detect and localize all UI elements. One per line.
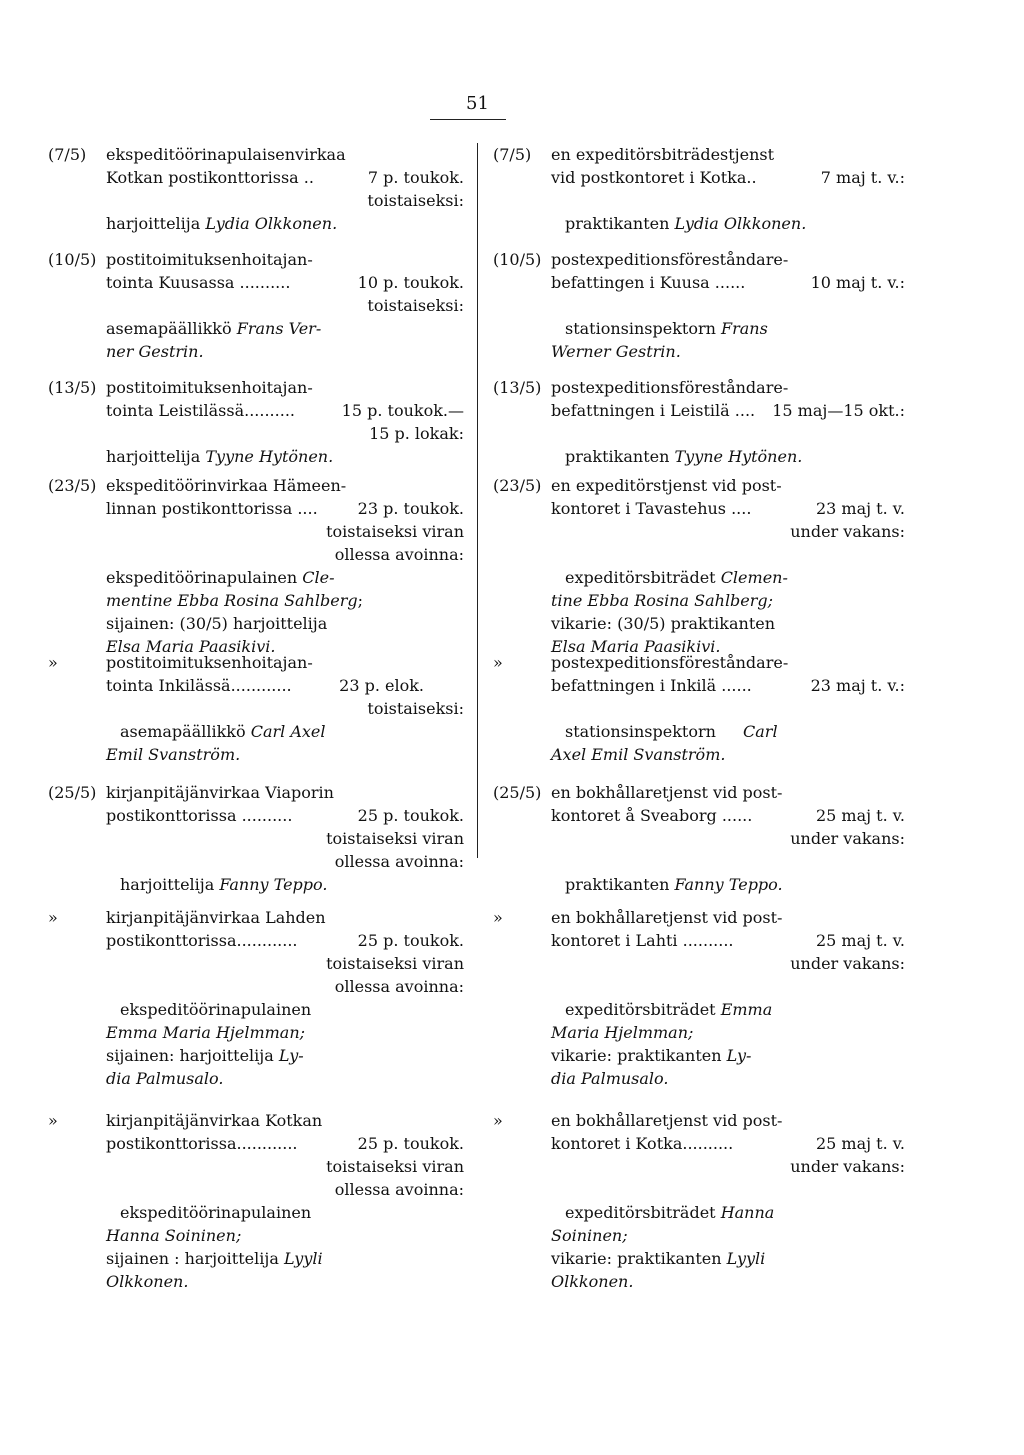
entry-line: postexpeditionsföreståndare- (551, 653, 789, 672)
entry-line: Hanna Soininen; (106, 1226, 242, 1245)
entry-line: Axel Emil Svanström. (551, 745, 726, 764)
right-entry-2 (493, 248, 905, 363)
entry-line: en expeditörsbiträdestjenst (551, 145, 775, 164)
entry-line: harjoittelija Lydia Olkkonen. (106, 214, 338, 233)
entry-line: expeditörsbiträdet Emma (565, 1000, 773, 1019)
entry-line: vikarie: (30/5) praktikanten (551, 614, 776, 633)
column-divider (477, 143, 478, 858)
entry-line: expeditörsbiträdet Hanna (565, 1203, 775, 1222)
date-marker: (10/5) (493, 250, 542, 269)
entry-line: toistaiseksi: (367, 296, 464, 315)
entry-line: ollessa avoinna: (334, 1180, 464, 1199)
entry-line: Elsa Maria Paasikivi. (551, 637, 721, 656)
right-entry-5 (493, 651, 905, 766)
entry-line: dia Palmusalo. (106, 1069, 224, 1088)
date-marker: (13/5) (48, 378, 97, 397)
entry-line: stationsinspektorn Frans (565, 319, 768, 338)
entry-line: kirjanpitäjänvirkaa Viaporin (106, 783, 334, 802)
left-entry-4 (48, 474, 464, 658)
entry-line: toistaiseksi viran (326, 522, 464, 541)
entry-line: kirjanpitäjänvirkaa Kotkan (106, 1111, 323, 1130)
entry-line: Maria Hjelmman; (551, 1023, 694, 1042)
entry-line: postikonttorissa............ 25 p. toukok. (106, 1134, 464, 1153)
entry-line: toistaiseksi viran (326, 1157, 464, 1176)
left-entry-5 (48, 651, 464, 766)
entry-line: under vakans: (790, 1157, 905, 1176)
entry-line: tine Ebba Rosina Sahlberg; (551, 591, 774, 610)
entry-line: ner Gestrin. (106, 342, 204, 361)
date-marker: » (493, 1111, 503, 1130)
entry-line: dia Palmusalo. (551, 1069, 669, 1088)
entry-line: sijainen : harjoittelija Lyyli (106, 1249, 323, 1268)
left-entry-1 (48, 143, 464, 235)
entry-line: stationsinspektorn Carl (565, 722, 778, 741)
entry-line: tointa Leistilässä.......... 15 p. toukok.— (106, 401, 464, 420)
entry-line: ollessa avoinna: (334, 977, 464, 996)
right-entry-3 (493, 376, 905, 468)
right-entry-7 (493, 906, 905, 1090)
date-marker: (25/5) (48, 783, 97, 802)
entry-line: vikarie: praktikanten Lyyli (551, 1249, 766, 1268)
entry-line: harjoittelija Fanny Teppo. (120, 875, 328, 894)
entry-line: en bokhållaretjenst vid post- (551, 783, 783, 802)
entry-line: ekspeditöörinapulainen (120, 1000, 312, 1019)
entry-line (551, 422, 905, 445)
entry-line: vikarie: praktikanten Ly- (551, 1046, 752, 1065)
date-marker: (25/5) (493, 783, 542, 802)
entry-line: toistaiseksi: (367, 699, 464, 718)
entry-line (551, 543, 905, 566)
entry-line: postexpeditionsföreståndare- (551, 378, 789, 397)
date-marker: (10/5) (48, 250, 97, 269)
entry-line: ekspeditöörinapulainen (120, 1203, 312, 1222)
date-marker: (7/5) (493, 145, 532, 164)
entry-line: postitoimituksenhoitajan- (106, 653, 313, 672)
entry-line: harjoittelija Tyyne Hytönen. (106, 447, 334, 466)
right-entry-6 (493, 781, 905, 896)
entry-line: Emil Svanström. (106, 745, 241, 764)
entry-line: under vakans: (790, 829, 905, 848)
right-entry-8 (493, 1109, 905, 1293)
entry-line: expeditörsbiträdet Clemen- (565, 568, 788, 587)
entry-line (551, 975, 905, 998)
entry-line: postitoimituksenhoitajan- (106, 378, 313, 397)
entry-line: kontoret i Tavastehus .... 23 maj t. v. (551, 499, 905, 518)
page-number: 51 (466, 93, 489, 114)
entry-line: under vakans: (790, 954, 905, 973)
entry-line: befattningen i Leistilä .... 15 maj—15 okt.: (551, 401, 905, 420)
entry-line: Emma Maria Hjelmman; (106, 1023, 306, 1042)
date-marker: (13/5) (493, 378, 542, 397)
entry-line (551, 850, 905, 873)
entry-line: kontoret å Sveaborg ...... 25 maj t. v. (551, 806, 905, 825)
entry-line: ollessa avoinna: (334, 852, 464, 871)
entry-line: asemapäällikkö Frans Ver- (106, 319, 322, 338)
date-marker: » (48, 908, 58, 927)
left-entry-3 (48, 376, 464, 468)
entry-line: Olkkonen. (551, 1272, 634, 1291)
entry-line: Soininen; (551, 1226, 628, 1245)
entry-line: toistaiseksi viran (326, 954, 464, 973)
right-entry-4 (493, 474, 905, 658)
date-marker: » (493, 653, 503, 672)
entry-line (551, 189, 905, 212)
entry-line (551, 1178, 905, 1201)
date-marker: » (493, 908, 503, 927)
entry-line: tointa Inkilässä............ 23 p. elok. (106, 676, 424, 695)
entry-line: postexpeditionsföreståndare- (551, 250, 789, 269)
entry-line: toistaiseksi viran (326, 829, 464, 848)
left-entry-8 (48, 1109, 464, 1293)
entry-line: praktikanten Fanny Teppo. (565, 875, 783, 894)
date-marker: » (48, 1111, 58, 1130)
entry-line: en expeditörstjenst vid post- (551, 476, 782, 495)
entry-line: Olkkonen. (106, 1272, 189, 1291)
entry-line: befattningen i Inkilä ...... 23 maj t. v.: (551, 676, 905, 695)
date-marker: (23/5) (493, 476, 542, 495)
entry-line: asemapäällikkö Carl Axel (120, 722, 326, 741)
entry-line: toistaiseksi: (367, 191, 464, 210)
left-entry-2 (48, 248, 464, 363)
entry-line: kirjanpitäjänvirkaa Lahden (106, 908, 326, 927)
entry-line: Kotkan postikonttorissa .. 7 p. toukok. (106, 168, 464, 187)
header-rule (430, 119, 506, 120)
entry-line: vid postkontoret i Kotka.. 7 maj t. v.: (551, 168, 905, 187)
entry-line (551, 294, 905, 317)
entry-line: postikonttorissa............ 25 p. toukok. (106, 931, 464, 950)
entry-line: praktikanten Tyyne Hytönen. (565, 447, 803, 466)
entry-line: sijainen: (30/5) harjoittelija (106, 614, 328, 633)
entry-line: postikonttorissa .......... 25 p. toukok. (106, 806, 464, 825)
entry-line: sijainen: harjoittelija Ly- (106, 1046, 304, 1065)
entry-line: en bokhållaretjenst vid post- (551, 908, 783, 927)
right-entry-1 (493, 143, 905, 235)
entry-line: mentine Ebba Rosina Sahlberg; (106, 591, 363, 610)
entry-line: linnan postikonttorissa .... 23 p. toukok. (106, 499, 464, 518)
left-entry-6 (48, 781, 464, 896)
left-entry-7 (48, 906, 464, 1090)
entry-line: tointa Kuusassa .......... 10 p. toukok. (106, 273, 464, 292)
entry-line: postitoimituksenhoitajan- (106, 250, 313, 269)
entry-line: Elsa Maria Paasikivi. (106, 637, 276, 656)
entry-line: ekspeditöörinvirkaa Hämeen- (106, 476, 347, 495)
entry-line: praktikanten Lydia Olkkonen. (565, 214, 807, 233)
entry-line: befattingen i Kuusa ...... 10 maj t. v.: (551, 273, 905, 292)
entry-line: 15 p. lokak: (369, 424, 464, 443)
entry-line: under vakans: (790, 522, 905, 541)
date-marker: (23/5) (48, 476, 97, 495)
date-marker: (7/5) (48, 145, 87, 164)
entry-line: ekspeditöörinapulaisenvirkaa (106, 145, 346, 164)
date-marker: » (48, 653, 58, 672)
entry-line: ekspeditöörinapulainen Cle- (106, 568, 335, 587)
entry-line (551, 697, 905, 720)
entry-line: ollessa avoinna: (334, 545, 464, 564)
entry-line: kontoret i Kotka.......... 25 maj t. v. (551, 1134, 905, 1153)
entry-line: en bokhållaretjenst vid post- (551, 1111, 783, 1130)
entry-line: kontoret i Lahti .......... 25 maj t. v. (551, 931, 905, 950)
entry-line: Werner Gestrin. (551, 342, 681, 361)
